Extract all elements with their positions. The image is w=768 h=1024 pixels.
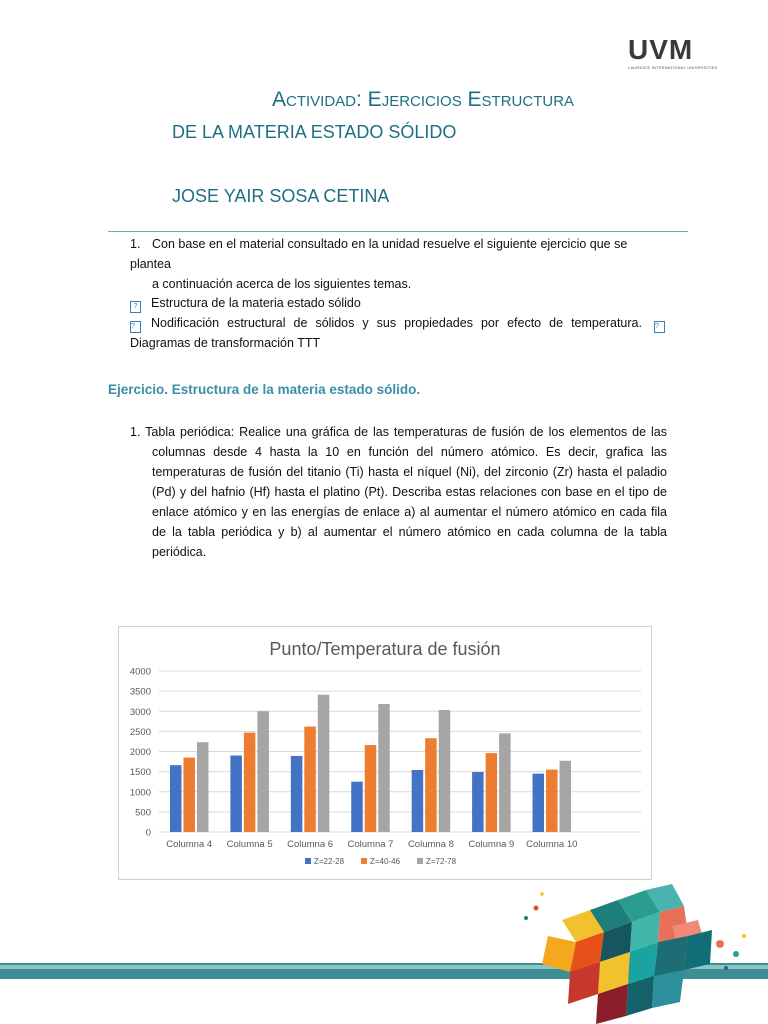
bar-Z=40-46 xyxy=(244,733,256,832)
topic-label: Diagramas de transformación TTT xyxy=(130,336,321,350)
y-tick-label: 1000 xyxy=(129,787,151,799)
y-tick-label: 2000 xyxy=(129,747,151,758)
legend-swatch xyxy=(417,858,423,864)
topic-label: Estructura de la materia estado sólido xyxy=(151,296,361,310)
bar-Z=72-78 xyxy=(439,710,451,832)
bar-Z=72-78 xyxy=(197,742,209,832)
missing-glyph-icon: ? xyxy=(130,301,141,313)
y-tick-label: 500 xyxy=(135,807,151,819)
bar-Z=72-78 xyxy=(499,733,511,832)
bar-Z=40-46 xyxy=(425,738,437,832)
page-subtitle: DE LA MATERIA ESTADO SÓLIDO xyxy=(172,122,457,142)
bar-Z=22-28 xyxy=(291,756,303,832)
x-tick-label: Columna 4 xyxy=(166,839,213,850)
bar-Z=22-28 xyxy=(533,774,545,832)
bar-Z=22-28 xyxy=(472,772,484,832)
question-1 xyxy=(130,234,670,294)
x-tick-label: Columna 10 xyxy=(526,839,578,850)
author-name: JOSE YAIR SOSA CETINA xyxy=(172,186,390,206)
cube-decoration xyxy=(512,880,768,1024)
x-tick-label: Columna 9 xyxy=(468,839,515,850)
y-tick-label: 3500 xyxy=(129,686,151,698)
legend-label: Z=40-46 xyxy=(370,857,401,866)
bar-Z=72-78 xyxy=(318,695,330,832)
legend-label: Z=72-78 xyxy=(426,857,457,866)
page-title: Actividad: Ejercicios Estructura xyxy=(272,88,575,111)
bar-Z=22-28 xyxy=(170,765,182,832)
y-tick-label: 4000 xyxy=(129,666,151,678)
legend-label: Z=22-28 xyxy=(314,857,345,866)
missing-glyph-icon: ? xyxy=(654,321,665,333)
logo-subtext: LAUREATE INTERNATIONAL UNIVERSITIES xyxy=(628,65,718,70)
x-tick-label: Columna 6 xyxy=(287,839,334,850)
question-2-body: columnas desde 4 hasta la 10 en función del número atómico. Es decir, grafica las temperaturas de fusión del titanio (Ti) hasta el níquel (Ni), del zirconio (Zr) hasta el paladio (Pd) y del hafnio (Hf) hasta el platino (Pt). Describa estas relaciones con base en el tipo de enlace atómico y en las energías de enlace a) al aumentar el número atómico en cada fila de la tabla periódica y b) al aumentar el número atómico en cada columna de la tabla periódica. xyxy=(152,445,667,559)
question-1-line2: a continuación acerca de los siguientes temas. xyxy=(152,277,412,291)
y-tick-label: 1500 xyxy=(129,767,151,779)
legend-swatch xyxy=(361,858,367,864)
melting-point-chart xyxy=(118,626,652,880)
y-tick-label: 0 xyxy=(145,827,151,839)
bar-Z=72-78 xyxy=(378,704,390,832)
x-tick-label: Columna 8 xyxy=(407,839,454,850)
question-1-line1: Con base en el material consultado en la unidad resuelve el siguiente ejercicio que se plantea xyxy=(130,237,628,271)
uvm-logo xyxy=(628,34,718,72)
bar-Z=22-28 xyxy=(230,756,242,832)
x-tick-label: Columna 7 xyxy=(347,839,394,850)
section-heading: Ejercicio. Estructura de la materia estado sólido. xyxy=(108,382,421,397)
y-tick-label: 3000 xyxy=(129,706,151,718)
bar-Z=40-46 xyxy=(486,753,498,832)
bar-Z=40-46 xyxy=(546,770,558,832)
chart-svg xyxy=(119,627,651,879)
logo-text: UVM xyxy=(628,34,694,65)
question-2-line1: 1. Tabla periódica: Realice una gráfica de las temperaturas de fusión de los elementos de las xyxy=(130,425,667,439)
question-2 xyxy=(130,422,667,562)
topic-label: Nodificación estructural de sólidos y sus propiedades por efecto de temperatura. xyxy=(151,316,642,330)
topic-item xyxy=(130,293,665,313)
chart-title: Punto/Temperatura de fusión xyxy=(269,639,501,659)
topic-item xyxy=(130,313,665,333)
bar-Z=72-78 xyxy=(257,711,269,832)
bar-Z=40-46 xyxy=(365,745,377,832)
y-tick-label: 2500 xyxy=(129,726,151,738)
bar-Z=40-46 xyxy=(183,758,195,832)
bar-Z=40-46 xyxy=(304,727,316,832)
divider xyxy=(108,231,688,232)
topic-list xyxy=(130,293,665,353)
bar-Z=22-28 xyxy=(351,782,363,832)
bar-Z=22-28 xyxy=(412,770,424,832)
bar-Z=72-78 xyxy=(560,761,572,832)
missing-glyph-icon: ? xyxy=(130,321,141,333)
legend-swatch xyxy=(305,858,311,864)
x-tick-label: Columna 5 xyxy=(226,839,273,850)
question-number: 1. xyxy=(130,237,141,251)
